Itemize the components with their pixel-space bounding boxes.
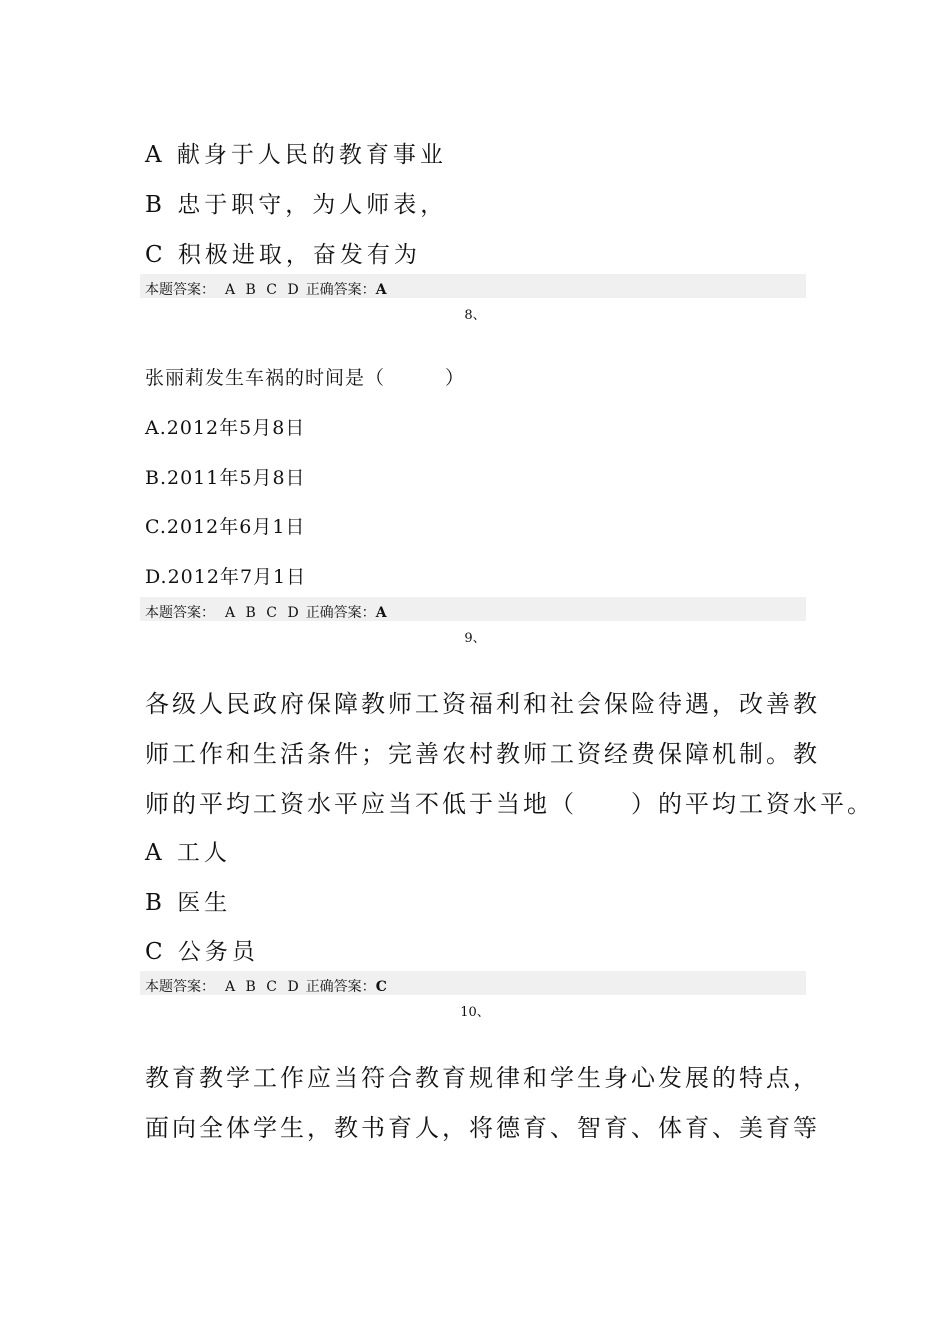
q8-option-d: D.2012年7月1日 bbox=[145, 566, 307, 588]
answer-label: 本题答案： bbox=[145, 282, 215, 298]
q8-option-a: A.2012年5月8日 bbox=[145, 417, 306, 439]
q9-option-c: C 公务员 bbox=[145, 939, 259, 965]
q10-number: 10、 bbox=[460, 1005, 490, 1020]
q9-number: 9、 bbox=[464, 631, 486, 646]
q9-question-line-3: 师的平均工资水平应当不低于当地（ ）的平均工资水平。 bbox=[145, 790, 874, 818]
q9-answer-bar bbox=[140, 971, 806, 995]
q7-answer-bar bbox=[140, 274, 806, 298]
q8-number: 8、 bbox=[464, 308, 486, 323]
answer-label: 本题答案： bbox=[145, 605, 215, 621]
q7-option-b: B 忠于职守，为人师表， bbox=[145, 192, 448, 218]
correct-label: 正确答案： bbox=[305, 282, 376, 298]
q9-option-b: B 医生 bbox=[145, 890, 232, 916]
q8-option-b: B.2011年5月8日 bbox=[145, 467, 306, 489]
correct-answer: A bbox=[375, 605, 387, 621]
q8-answer-bar bbox=[140, 597, 806, 621]
q9-question-line-1: 各级人民政府保障教师工资福利和社会保险待遇，改善教 bbox=[145, 690, 820, 718]
correct-answer: C bbox=[375, 979, 387, 995]
correct-label: 正确答案： bbox=[305, 605, 376, 621]
q7-option-a: A 献身于人民的教育事业 bbox=[145, 142, 447, 168]
q7-option-c: C 积极进取，奋发有为 bbox=[145, 242, 421, 268]
correct-answer: A bbox=[375, 282, 387, 298]
q10-question-line-2: 面向全体学生，教书育人，将德育、智育、体育、美育等 bbox=[145, 1114, 820, 1142]
q8-option-c: C.2012年6月1日 bbox=[145, 516, 306, 538]
correct-label: 正确答案： bbox=[305, 979, 376, 995]
answer-label: 本题答案： bbox=[145, 979, 215, 995]
answer-choices: A B C D bbox=[225, 979, 302, 995]
answer-choices: A B C D bbox=[225, 282, 302, 298]
q9-option-a: A 工人 bbox=[145, 840, 231, 866]
q9-question-line-2: 师工作和生活条件；完善农村教师工资经费保障机制。教 bbox=[145, 740, 820, 768]
q10-question-line-1: 教育教学工作应当符合教育规律和学生身心发展的特点， bbox=[145, 1064, 820, 1092]
answer-choices: A B C D bbox=[225, 605, 302, 621]
q8-question: 张丽莉发生车祸的时间是（ ） bbox=[145, 367, 466, 389]
